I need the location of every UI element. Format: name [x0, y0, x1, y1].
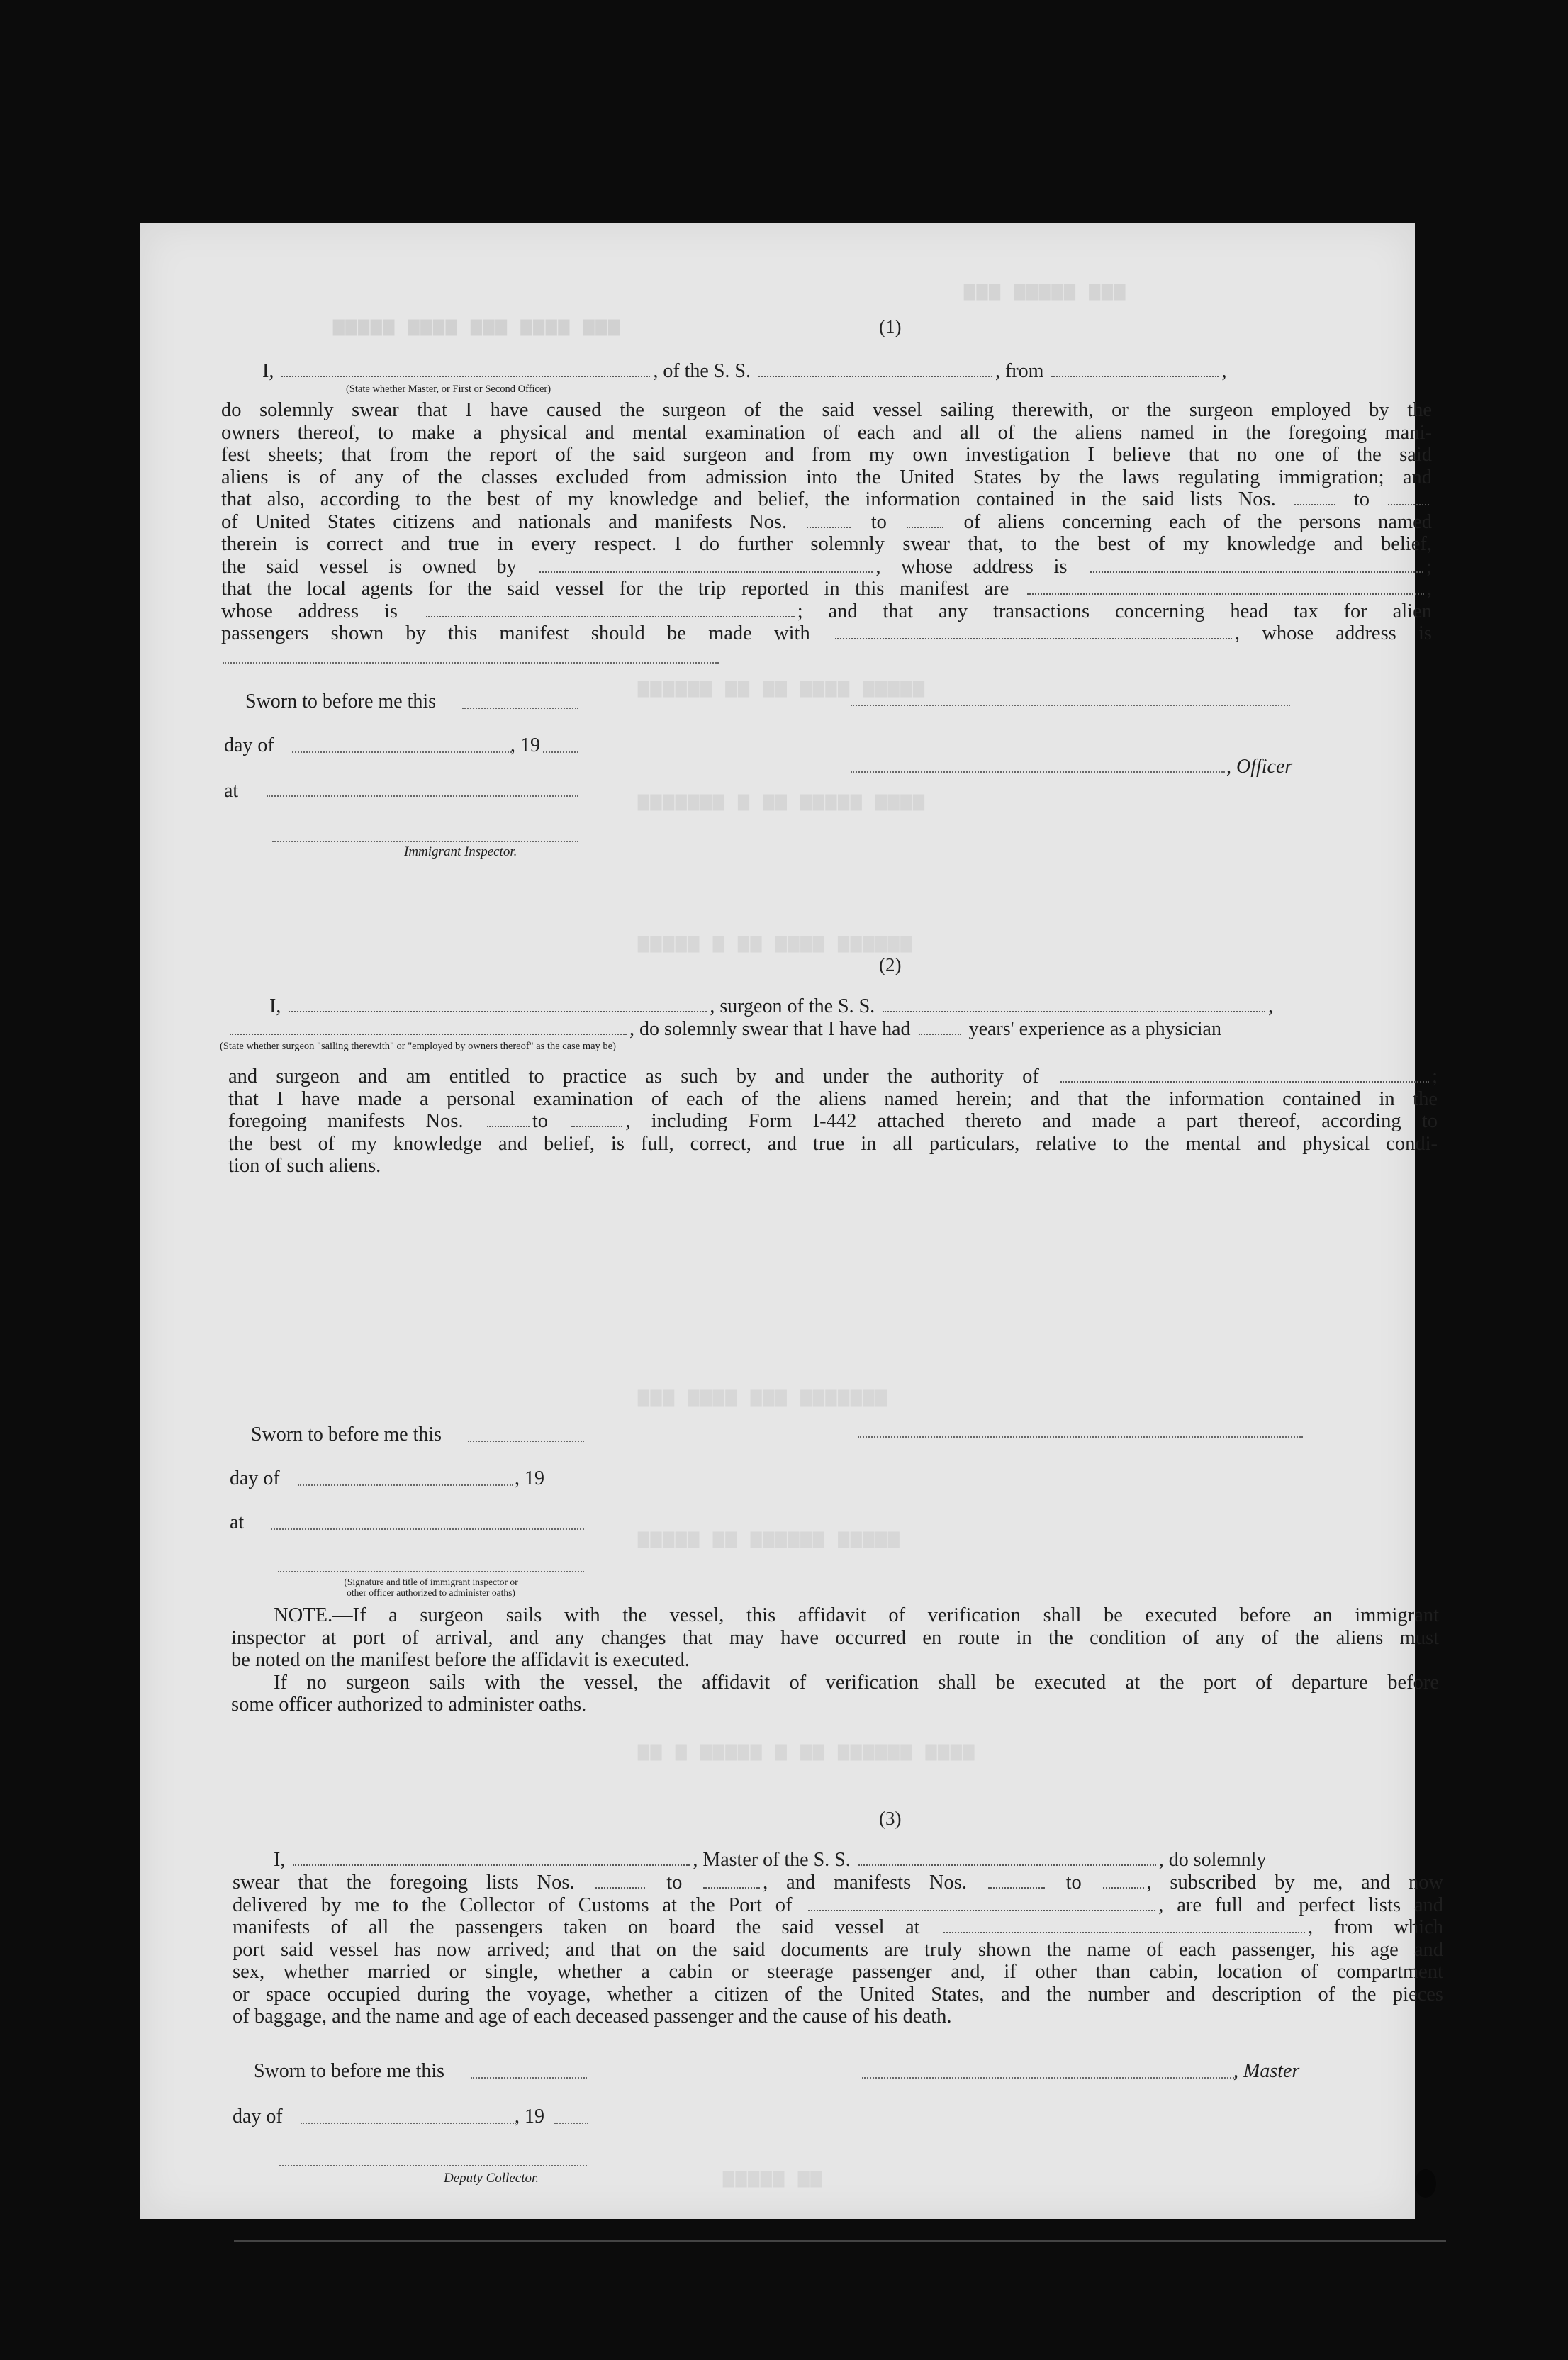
section-number: (2) — [879, 954, 902, 975]
text: I, — [262, 360, 274, 382]
oath-line — [233, 1894, 1443, 1917]
oath-line — [233, 1916, 1443, 1939]
deputy-caption: Deputy Collector. — [444, 2171, 539, 2186]
section1-opening-line — [262, 360, 1430, 383]
section-number: (1) — [879, 316, 902, 337]
bleed-through-text: ▆▆ ▆▆▆▆▆ — [722, 2167, 822, 2188]
text: to — [1065, 1872, 1082, 1894]
fill-in-blank[interactable] — [293, 1850, 690, 1866]
sworn-date-blank[interactable] — [471, 2077, 587, 2079]
year-blank[interactable] — [543, 751, 578, 753]
oath-line: or space occupied during the voyage, whether a citizen of the United States, and the number and description of the pieces — [233, 1983, 1443, 2006]
text: foregoing manifests Nos. — [228, 1110, 464, 1132]
inspector-caption: Immigrant Inspector. — [404, 844, 517, 859]
text: and surgeon and am entitled to practice as such by and under the authority of — [228, 1066, 1039, 1087]
text: , do solemnly — [1158, 1849, 1267, 1871]
at-label: at — [224, 780, 239, 802]
bleed-through-text: ▆▆▆▆▆ ▆▆▆▆ ▆▆ ▆▆ ▆▆▆▆▆▆ — [637, 677, 924, 698]
text: whose address is — [221, 600, 398, 622]
fill-in-blank[interactable] — [808, 1896, 1155, 1911]
oath-line — [221, 511, 1432, 534]
fill-in-blank[interactable] — [571, 1112, 622, 1127]
text: swear that the foregoing lists Nos. — [233, 1872, 575, 1894]
master-label: , Master — [1233, 2060, 1300, 2082]
section1-oath — [221, 399, 1432, 645]
fill-in-blank[interactable] — [487, 1112, 530, 1127]
oath-line — [221, 600, 1432, 623]
sworn-date-blank[interactable] — [462, 708, 578, 709]
fill-in-blank[interactable] — [223, 662, 719, 664]
note-line: inspector at port of arrival, and any changes that may have occurred en route in the condition of any of the aliens must — [231, 1626, 1439, 1649]
text: delivered by me to the Collector of Customs at the Port of — [233, 1894, 793, 1916]
bleed-through-text: ▆▆▆▆ ▆▆▆▆▆ ▆▆ ▆ ▆▆▆▆▆▆▆ — [637, 790, 924, 812]
fill-in-blank[interactable] — [907, 513, 943, 528]
bleed-through-text: ▆▆▆ ▆▆▆▆▆ ▆▆▆ — [963, 280, 1126, 301]
day-of-label: day of — [233, 2105, 283, 2127]
text: that also, according to the best of my knowledge and belief, the information contained in the said lists Nos. — [221, 488, 1276, 510]
text: to — [532, 1110, 549, 1132]
text: passengers shown by this manifest should be made with — [221, 622, 810, 644]
fill-in-blank[interactable] — [230, 1019, 627, 1035]
text: ; — [1432, 1066, 1438, 1087]
text: , whose address is — [875, 555, 1068, 578]
fill-in-blank[interactable] — [1027, 579, 1424, 595]
inspector-signature-blank[interactable] — [272, 841, 578, 842]
note-line: some officer authorized to administer oaths. — [231, 1694, 587, 1716]
fill-in-blank[interactable] — [281, 362, 650, 377]
fill-in-blank[interactable] — [919, 1019, 961, 1035]
bleed-through-text: ▆▆▆▆▆▆ ▆▆▆▆ ▆▆ ▆ ▆▆▆▆▆ — [637, 932, 912, 953]
year-label: , 19 — [515, 1467, 544, 1489]
oath-line: therein is correct and true in every respect. I do further solemnly swear that, to the best of my knowledge and belief, — [221, 533, 1432, 555]
section2-opening-line — [269, 995, 1436, 1018]
note-line: NOTE.—If a surgeon sails with the vessel, this affidavit of verification shall be executed before an immigrant — [274, 1604, 1439, 1626]
oath-line: of baggage, and the name and age of each deceased passenger and the cause of his death. — [233, 2006, 952, 2028]
text: , surgeon of the S. S. — [710, 995, 875, 1017]
oath-line — [228, 1066, 1438, 1088]
fill-in-blank[interactable] — [858, 1850, 1156, 1866]
oath-line — [221, 578, 1432, 600]
sworn-label: Sworn to before me this — [245, 690, 437, 712]
oath-line: do solemnly swear that I have caused the surgeon of the said vessel sailing therewith, or the surgeon employed by the — [221, 399, 1432, 421]
text: the said vessel is owned by — [221, 555, 517, 578]
officer-note: (State whether Master, or First or Second Officer) — [346, 384, 551, 395]
fill-in-blank[interactable] — [1090, 557, 1423, 573]
fill-in-blank[interactable] — [539, 557, 873, 573]
bottom-rule — [234, 2240, 1446, 2242]
day-blank[interactable] — [301, 2123, 516, 2124]
text: I, — [269, 995, 281, 1017]
place-blank[interactable] — [267, 795, 578, 797]
fill-in-blank[interactable] — [835, 624, 1232, 639]
day-blank[interactable] — [298, 1484, 513, 1486]
fill-in-blank[interactable] — [289, 997, 707, 1012]
officer-signature-blank[interactable] — [851, 771, 1225, 773]
text: to — [1353, 488, 1370, 510]
sworn-date-blank[interactable] — [468, 1441, 584, 1442]
oath-line — [221, 488, 1432, 511]
oath-line: tion of such aliens. — [228, 1155, 381, 1177]
bleed-through-text: ▆▆▆▆▆▆▆ ▆▆▆ ▆▆▆▆ ▆▆▆ — [637, 1386, 887, 1407]
day-of-label: day of — [224, 734, 274, 756]
section3-opening-line — [274, 1849, 1443, 1872]
year-label: , 19 — [515, 2105, 544, 2127]
text: other officer authorized to administer oaths) — [347, 1587, 515, 1598]
text: manifests of all the passengers taken on board the said vessel at — [233, 1916, 920, 1938]
fill-in-blank[interactable] — [883, 997, 1265, 1012]
fill-in-blank[interactable] — [1294, 490, 1335, 505]
officer-label: , Officer — [1226, 756, 1293, 778]
bleed-through-text: ▆▆▆▆▆ ▆▆▆▆▆▆ ▆▆ ▆▆▆▆▆ — [637, 1528, 900, 1549]
fill-in-blank[interactable] — [426, 602, 795, 617]
sworn-label: Sworn to before me this — [254, 2060, 445, 2082]
oath-line: aliens is of any of the classes excluded from admission into the United States by the laws regulating immigration; and — [221, 466, 1432, 488]
text: , are full and perfect lists and — [1158, 1894, 1443, 1916]
manifest-back-page — [140, 223, 1444, 2219]
signature-blank[interactable] — [858, 1436, 1303, 1438]
text: years' experience as a physician — [968, 1018, 1221, 1040]
text: ; and that any transactions concerning head tax for alien — [797, 600, 1432, 622]
oath-line — [221, 622, 1432, 645]
fill-in-blank[interactable] — [1060, 1067, 1429, 1083]
place-blank[interactable] — [271, 1528, 584, 1530]
text: that the local agents for the said vessel for the trip reported in this manifest are — [221, 578, 1009, 600]
signature-blank[interactable] — [851, 705, 1290, 706]
oath-line: sex, whether married or single, whether a cabin or steerage passenger and, if other than cabin, location of compartment — [233, 1961, 1443, 1983]
section-number: (3) — [879, 1808, 902, 1829]
text: (Signature and title of immigrant inspector or — [344, 1577, 518, 1587]
day-blank[interactable] — [292, 751, 512, 753]
oath-line: that I have made a personal examination of each of the aliens named herein; and that the information contained in the — [228, 1087, 1438, 1110]
oath-line: the best of my knowledge and belief, is full, correct, and true in all particulars, relative to the mental and physical condi- — [228, 1132, 1438, 1155]
fill-in-blank[interactable] — [1051, 362, 1219, 377]
affidavit-note — [231, 1604, 1439, 1716]
oath-line — [233, 1872, 1443, 1894]
fill-in-blank[interactable] — [1103, 1873, 1144, 1889]
text: to — [666, 1872, 683, 1894]
text: , — [1426, 578, 1433, 600]
text: , and manifests Nos. — [763, 1872, 968, 1894]
fill-in-blank[interactable] — [988, 1873, 1045, 1889]
text: , whose address is — [1234, 622, 1432, 644]
year-blank[interactable] — [554, 2123, 588, 2124]
text: , subscribed by me, and now — [1146, 1872, 1444, 1894]
text: , from — [995, 360, 1044, 382]
signature-note — [279, 1577, 583, 1598]
text: , Master of the S. S. — [693, 1849, 851, 1871]
deputy-signature-blank[interactable] — [279, 2165, 587, 2166]
fill-in-blank[interactable] — [595, 1873, 645, 1889]
oath-line: owners thereof, to make a physical and mental examination of each and all of the aliens named in the foregoing mani- — [221, 421, 1432, 444]
text: of aliens concerning each of the persons named — [963, 510, 1433, 533]
section3-oath — [233, 1872, 1443, 2028]
text: , from which — [1307, 1916, 1443, 1938]
oath-line: fest sheets; that from the report of the said surgeon and from my own investigation I believe that no one of the said — [221, 444, 1432, 466]
text: , including Form I-442 attached thereto and made a part thereof, according to — [625, 1110, 1438, 1132]
text: to — [870, 510, 887, 533]
sworn-label: Sworn to before me this — [251, 1424, 442, 1445]
note-line: If no surgeon sails with the vessel, the affidavit of verification shall be executed at the port of departure before — [274, 1671, 1439, 1694]
master-signature-blank[interactable] — [862, 2077, 1236, 2079]
day-of-label: day of — [230, 1467, 280, 1489]
section2-second-line — [227, 1018, 1439, 1041]
text: , of the S. S. — [653, 360, 751, 382]
bleed-through-text: ▆▆▆ ▆▆▆▆ ▆▆▆ ▆▆▆▆ ▆▆▆▆▆ — [332, 315, 620, 337]
text: , — [1221, 360, 1227, 382]
surgeon-note: (State whether surgeon "sailing therewith" or "employed by owners thereof" as the case may be) — [220, 1041, 616, 1052]
text: ; — [1426, 555, 1432, 578]
inspector-signature-blank[interactable] — [278, 1571, 584, 1572]
fill-in-blank[interactable] — [703, 1873, 760, 1889]
fill-in-blank[interactable] — [943, 1918, 1305, 1933]
oath-line — [221, 556, 1432, 578]
note-line: be noted on the manifest before the affidavit is executed. — [231, 1649, 690, 1671]
oath-line — [228, 1110, 1438, 1133]
text: of United States citizens and nationals and manifests Nos. — [221, 510, 788, 533]
text: I, — [274, 1849, 286, 1871]
fill-in-blank[interactable] — [807, 513, 851, 528]
bleed-through-text: ▆▆▆▆ ▆▆▆▆▆▆ ▆▆ ▆ ▆▆▆▆▆ ▆ ▆▆ — [637, 1740, 975, 1762]
oath-line: port said vessel has now arrived; and that on the said documents are truly shown the name of each passenger, his age and — [233, 1938, 1443, 1961]
text: , — [1268, 995, 1274, 1017]
section2-oath — [228, 1066, 1438, 1178]
text: , do solemnly swear that I have had — [629, 1018, 911, 1040]
year-label: , 19 — [510, 734, 540, 756]
fill-in-blank[interactable] — [1388, 490, 1429, 505]
fill-in-blank[interactable] — [758, 362, 992, 377]
punch-hole — [1415, 2169, 1436, 2198]
at-label: at — [230, 1511, 245, 1533]
